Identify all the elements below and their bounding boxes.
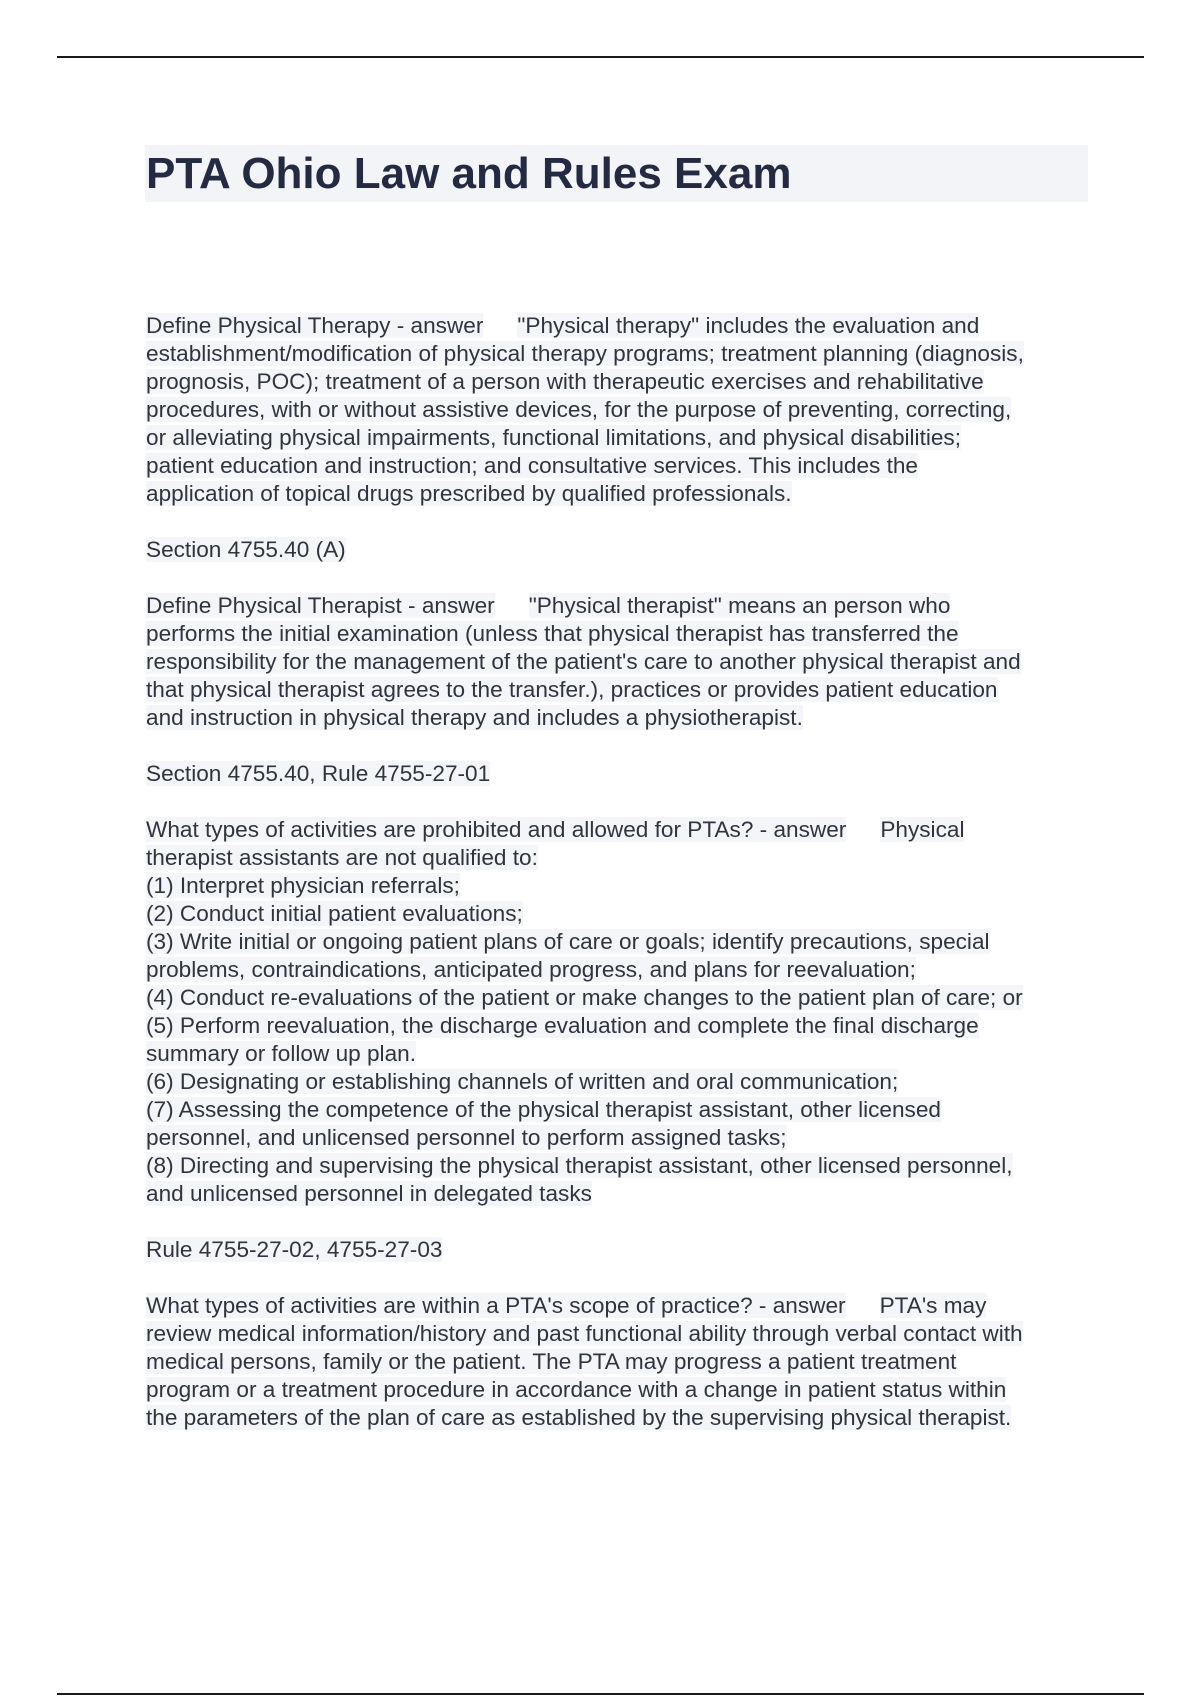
page-title: PTA Ohio Law and Rules Exam: [146, 149, 792, 198]
citation-text: Rule 4755-27-02, 4755-27-03: [146, 1237, 443, 1262]
document-body: [146, 312, 1096, 1460]
top-divider: [57, 56, 1144, 58]
qa-entry-3: [146, 816, 1096, 1208]
citation-text: Section 4755.40 (A): [146, 537, 346, 562]
qa-citation-2: [146, 760, 1096, 788]
citation-text: Section 4755.40, Rule 4755-27-01: [146, 761, 491, 786]
qa-question: What types of activities are within a PTA's scope of practice? - answer: [146, 1293, 846, 1318]
qa-question: What types of activities are prohibited and allowed for PTAs? - answer: [146, 817, 847, 842]
qa-entry-4: [146, 1292, 1096, 1432]
qa-answer: "Physical therapist" means an person who performs the initial examination (unless that physical therapist has transferred the responsibility for the management of the patient's care to another physical therapist and that physical therapist agrees to the transfer.), practices or provides patient education and instruction in physical therapy and includes a physiotherapist.: [146, 593, 1021, 730]
qa-answer: Physical therapist assistants are not qualified to: (1) Interpret physician referrals; (2) Conduct initial patient evaluations; (3) Write initial or ongoing patient plans of care or goals; identify precautions, special problems, contraindications, anticipated progress, and plans for reevaluation; (4) Conduct re-evaluations of the patient or make changes to the patient plan of care; or (5) Perform reevaluation, the discharge evaluation and complete the final discharge summary or follow up plan. (6) Designating or establishing channels of written and oral communication; (7) Assessing the competence of the physical therapist assistant, other licensed personnel, and unlicensed personnel to perform assigned tasks; (8) Directing and supervising the physical therapist assistant, other licensed personnel, and unlicensed personnel in delegated tasks: [146, 817, 1023, 1206]
qa-entry-1: [146, 312, 1096, 508]
qa-answer: PTA's may review medical information/history and past functional ability through verbal contact with medical persons, family or the patient. The PTA may progress a patient treatment program or a treatment procedure in accordance with a change in patient status within the parameters of the plan of care as established by the supervising physical therapist.: [146, 1293, 1023, 1430]
bottom-divider: [57, 1693, 1144, 1695]
qa-question: Define Physical Therapy - answer: [146, 313, 484, 338]
qa-citation-1: [146, 536, 1096, 564]
qa-citation-3: [146, 1236, 1096, 1264]
qa-question: Define Physical Therapist - answer: [146, 593, 495, 618]
qa-entry-2: [146, 592, 1096, 732]
qa-answer: "Physical therapy" includes the evaluation and establishment/modification of physical therapy programs; treatment planning (diagnosis, prognosis, POC); treatment of a person with therapeutic exercises and rehabilitative procedures, with or without assistive devices, for the purpose of preventing, correcting, or alleviating physical impairments, functional limitations, and physical disabilities; patient education and instruction; and consultative services. This includes the application of topical drugs prescribed by qualified professionals.: [146, 313, 1024, 506]
